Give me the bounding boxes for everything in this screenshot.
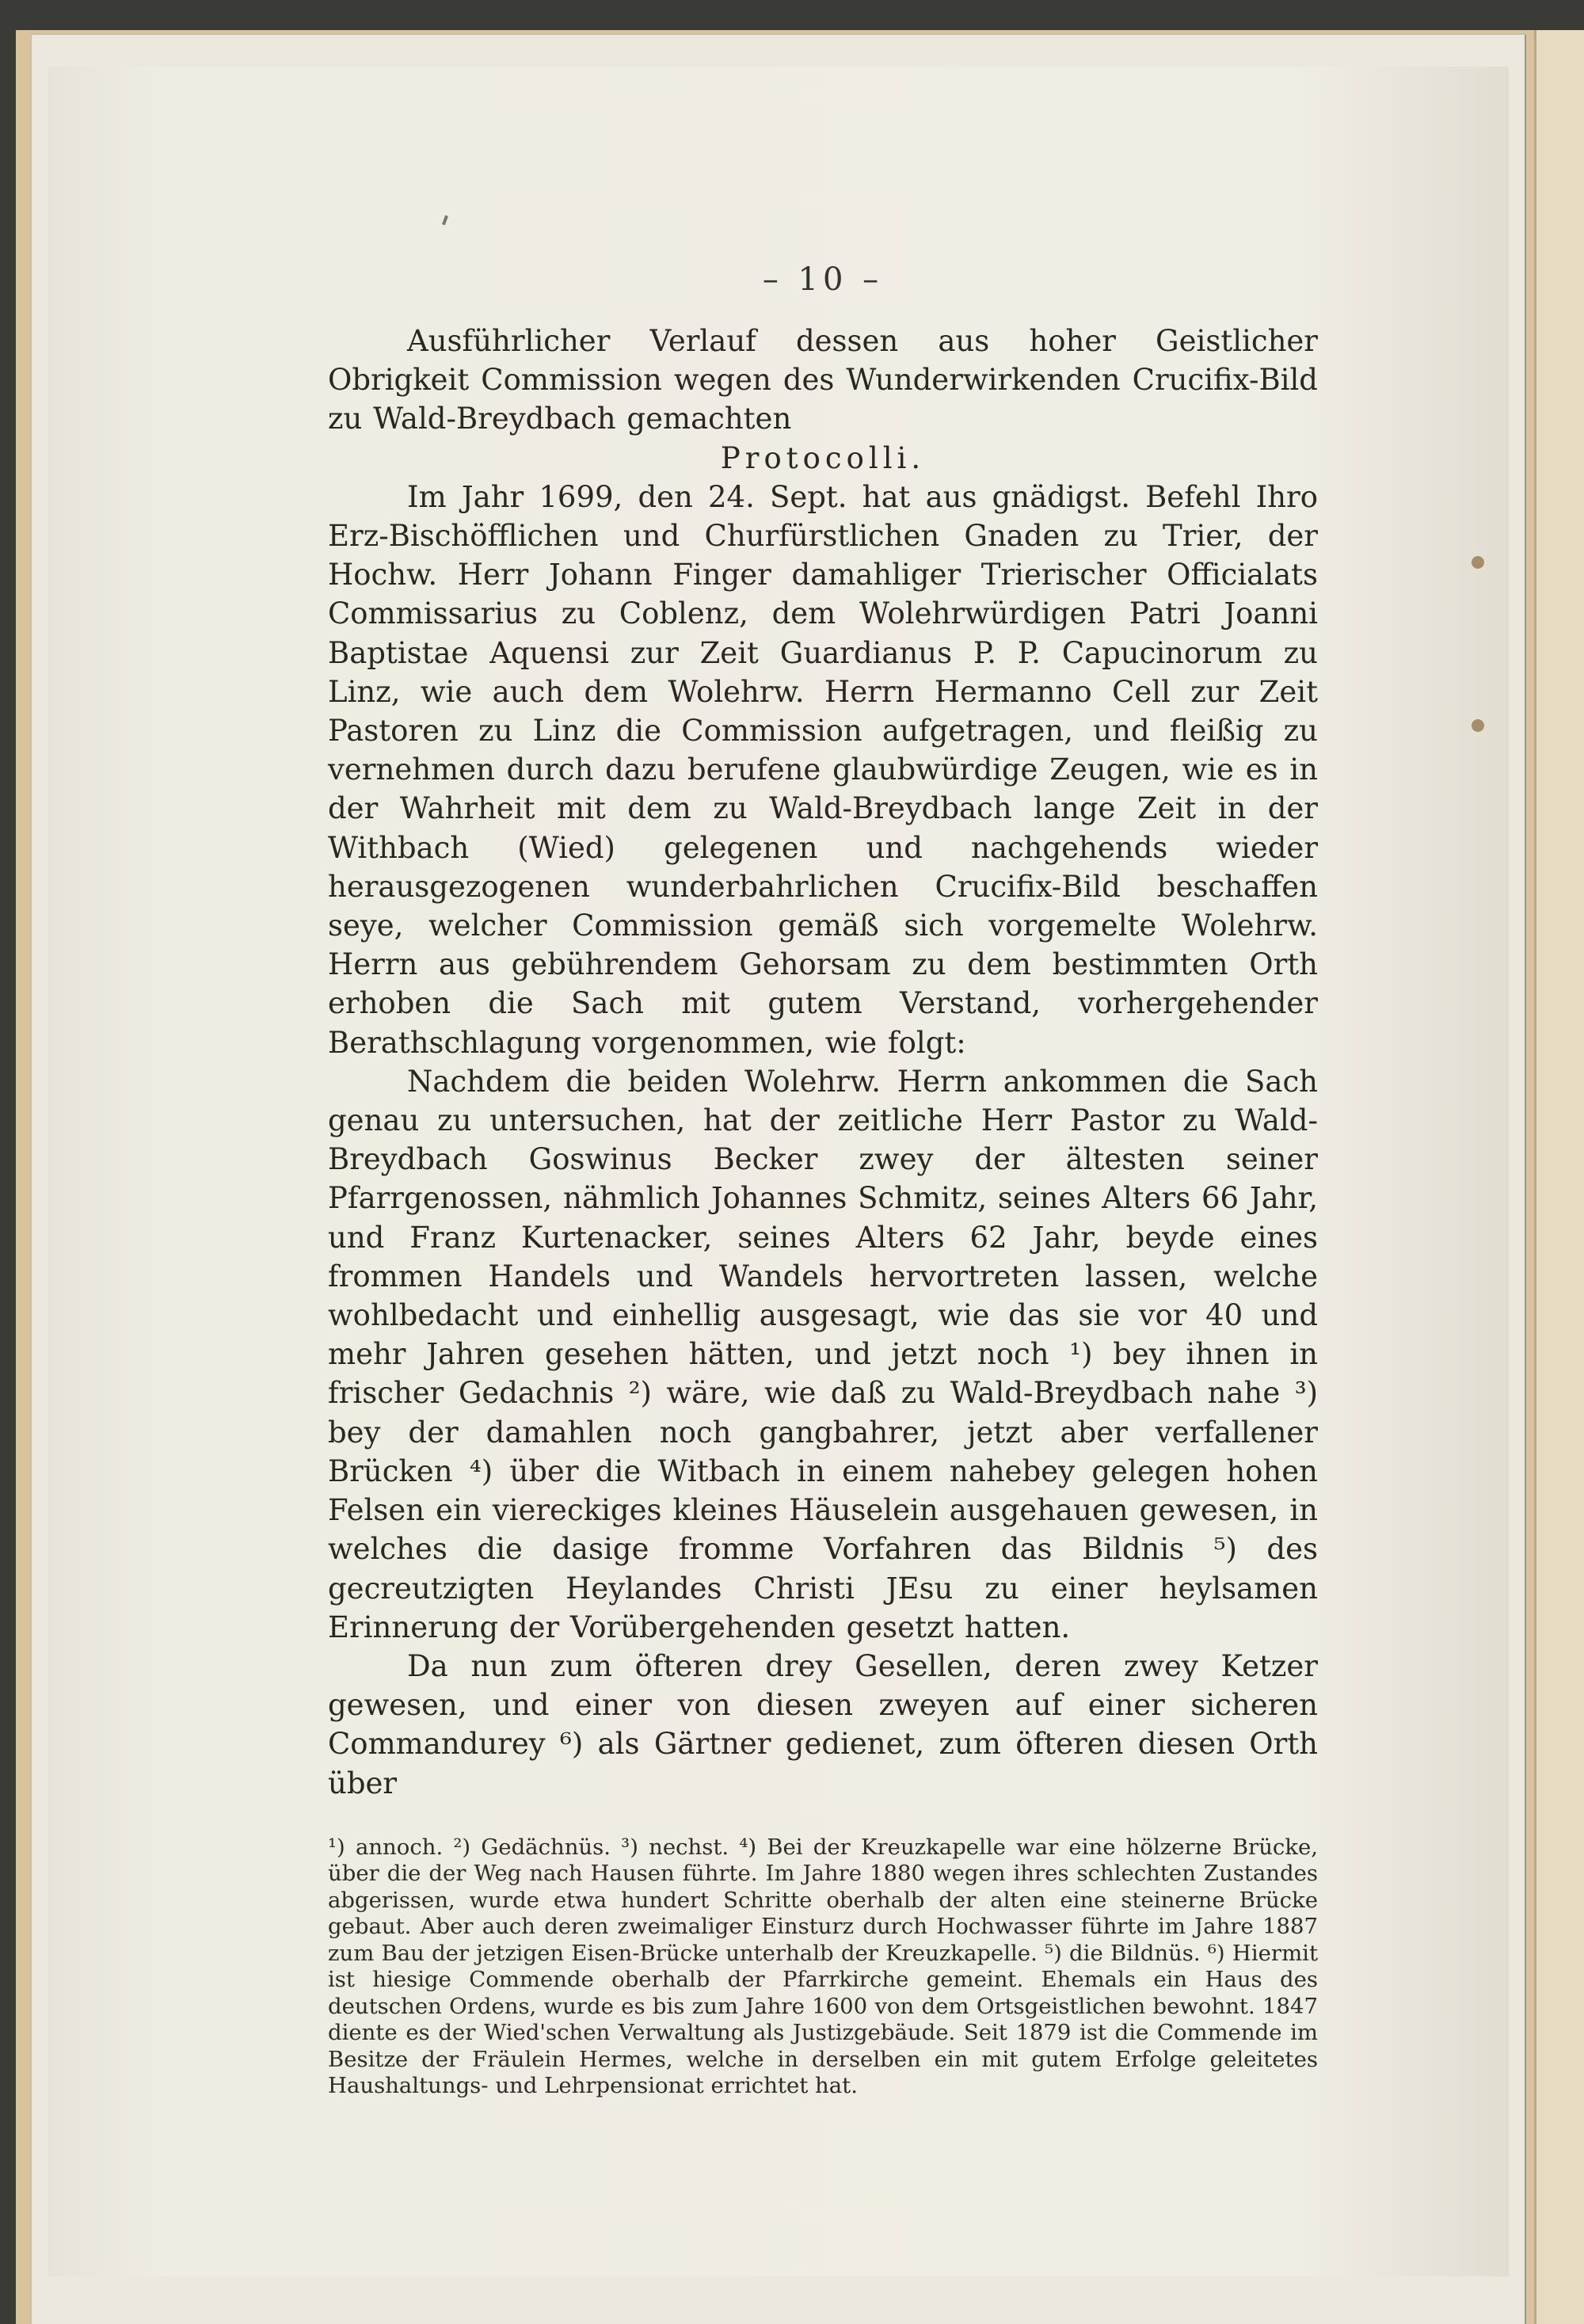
- page-number: – 10 –: [762, 261, 884, 298]
- paragraph: Da nun zum öfteren drey Gesellen, deren zwey Ketzer gewesen, und einer von diesen zweyen auf einer sicheren Commandurey ⁶) als Gärtner gedienet, zum öfteren diesen Orth über: [328, 1648, 1318, 1800]
- protocolli-title: Protocolli.: [720, 440, 926, 475]
- text-column: [328, 261, 1318, 2100]
- page-edge: [1534, 30, 1584, 2324]
- binding-hole: [1472, 556, 1484, 569]
- footnotes: ¹) annoch. ²) Gedächnüs. ³) nechst. ⁴) Bei der Kreuzkapelle war eine hölzerne Brücke, über die der Weg nach Hausen führte. Im Jahre 1880 wegen ihres schlechten Zustandes abgerissen, wurde etwa hundert Schritte oberhalb der alten eine steinerne Brücke gebaut. Aber auch deren zweimaliger Einsturz durch Hochwasser führte im Jahre 1887 zum Bau der jetzigen Eisen-Brücke unterhalb der Kreuzkapelle. ⁵) die Bildnüs. ⁶) Hiermit ist hiesige Commende oberhalb der Pfarrkirche gemeint. Ehemals ein Haus des deutschen Ordens, wurde es bis zum Jahre 1600 von dem Ortsgeistlichen bewohnt. 1847 diente es der Wied'schen Verwaltung als Justizgebäude. Seit 1879 ist die Commende im Besitze der Fräulein Hermes, welche in derselben ein mit gutem Erfolge geleitetes Haushaltungs- und Lehrpensionat errichtet hat.: [328, 1834, 1318, 2099]
- binding-hole: [1472, 719, 1484, 732]
- heading-paragraph: Ausführlicher Verlauf dessen aus hoher Geistlicher Obrigkeit Commission wegen des Wunderwirkenden Crucifix-Bild zu Wald-Breydbach gemachten: [328, 324, 1318, 436]
- paragraph: Im Jahr 1699, den 24. Sept. hat aus gnädigst. Befehl Ihro Erz-Bischöfflichen und Churfürstlichen Gnaden zu Trier, der Hochw. Herr Johann Finger damahliger Trierischer Officialats Commissarius zu Coblenz, dem Wolehrwürdigen Patri Joanni Baptistae Aquensi zur Zeit Guardianus P. P. Capucinorum zu Linz, wie auch dem Wolehrw. Herrn Hermanno Cell zur Zeit Pastoren zu Linz die Commission aufgetragen, und fleißig zu vernehmen durch dazu berufene glaubwürdige Zeugen, wie es in der Wahrheit mit dem zu Wald-Breydbach lange Zeit in der Withbach (Wied) gelegenen und nachgehends wieder herausgezogenen wunderbahrlichen Crucifix-Bild beschaffen seye, welcher Commission gemäß sich vorgemelte Wolehrw. Herrn aus gebührendem Gehorsam zu dem bestimmten Orth erhoben die Sach mit gutem Verstand, vorhergehender Berathschlagung vorgenommen, wie folgt:: [328, 479, 1318, 1060]
- paragraph: Nachdem die beiden Wolehrw. Herrn ankommen die Sach genau zu untersuchen, hat der zeitliche Herr Pastor zu Wald-Breydbach Goswinus Becker zwey der ältesten seiner Pfarrgenossen, nähmlich Johannes Schmitz, seines Alters 66 Jahr, und Franz Kurtenacker, seines Alters 62 Jahr, beyde eines frommen Handels und Wandels hervortreten lassen, welche wohlbedacht und einhellig ausgesagt, wie das sie vor 40 und mehr Jahren gesehen hätten, und jetzt noch ¹) bey ihnen in frischer Gedachnis ²) wäre, wie daß zu Wald-Breydbach nahe ³) bey der damahlen noch gangbahrer, jetzt aber verfallener Brücken ⁴) über die Witbach in einem nahebey gelegen hohen Felsen ein viereckiges kleines Häuselein ausgehauen gewesen, in welches die dasige fromme Vorfahren das Bildnis ⁵) des gecreutzigten Heylandes Christi JEsu zu einer heylsamen Erinnerung der Vorübergehenden gesetzt hatten.: [328, 1064, 1318, 1644]
